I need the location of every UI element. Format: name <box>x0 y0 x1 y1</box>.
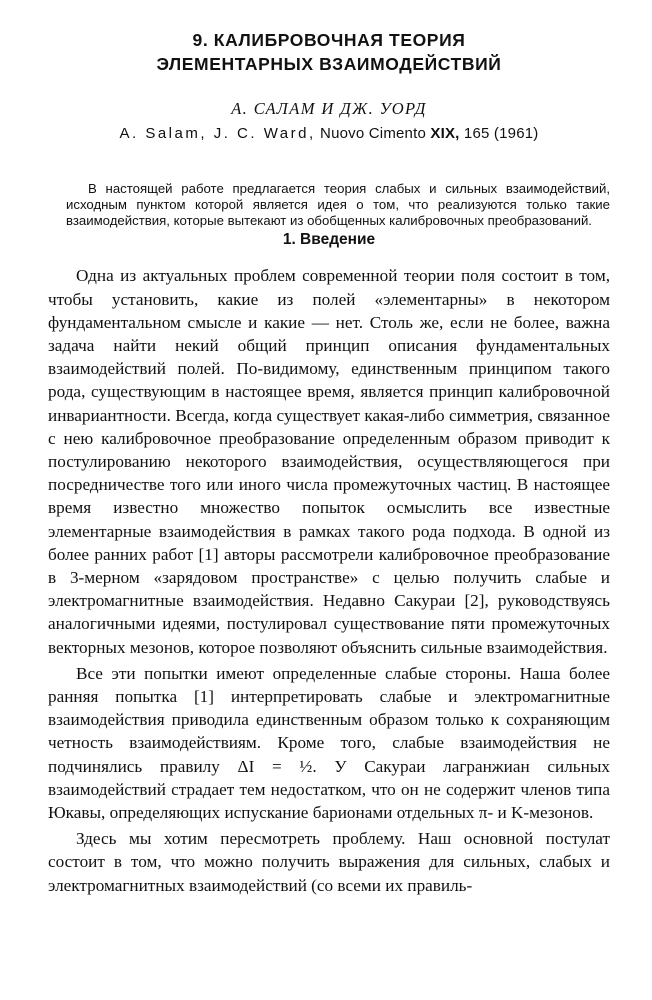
authors: А. САЛАМ И ДЖ. УОРД <box>231 99 427 118</box>
citation-journal: Nuovo Cimento <box>320 125 427 142</box>
article-title <box>48 0 610 76</box>
body-paragraph: Здесь мы хотим пересмотреть проблему. Наш основной постулат состоит в том, что можно получить выражения для сильных, слабых и электромагнитных взаимодействий (со всеми их правиль- <box>48 829 610 895</box>
citation-authors: A. Salam, J. C. Ward, <box>119 125 316 142</box>
abstract: В настоящей работе предлагается теория слабых и сильных взаимодействий, исходным пунктом которой является идея о том, что реализуются только такие взаимодействия, которые вытекают из обобщенных калибровочных преобразований. <box>66 181 610 228</box>
section-heading: 1. Введение <box>282 231 376 249</box>
title-line-1: 9. КАЛИБРОВОЧНАЯ ТЕОРИЯ <box>192 30 466 50</box>
body-paragraph: Одна из актуальных проблем современной теории поля состоит в том, чтобы установить, какие из полей «элементарны» в некотором фундаментальном смысле и какие — нет. Столь же, если не более, важна задача найти некий общий принцип описания фундаментальных взаимодействий полей. По-видимому, единственным принципом такого рода, существующим в настоящее время, является принцип калибровочной инвариантности. Всегда, когда существует какая-либо симметрия, связанное с нею калибровочное преобразование определенным образом приводит к постулированию некоторого взаимодействия, осуществляющегося при посредничестве того или иного числа промежуточных частиц. В настоящее время известно множество попыток осмыслить все известные элементарные взаимодействия в рамках такого рода подхода. В одной из более ранних работ [1] авторы рассмотрели калибровочное преобразование в 3-мерном «зарядовом пространстве» с целью получить слабые и электромагнитные взаимодействия. Недавно Сакураи [2], руководствуясь аналогичными идеями, постулировал существование пяти промежуточных векторных мезонов, которое позволяют объяснить сильные взаимодействия. <box>48 266 610 657</box>
citation-pages-year: 165 (1961) <box>463 125 539 142</box>
title-line-2: ЭЛЕМЕНТАРНЫХ ВЗАИМОДЕЙСТВИЙ <box>156 54 502 74</box>
citation <box>48 124 610 144</box>
body-paragraph: Все эти попытки имеют определенные слабые стороны. Наша более ранняя попытка [1] интерпретировать слабые и электромагнитные взаимодействия приводила единственным образом только к сохраняющим четность взаимодействиям. Кроме того, слабые взаимодействия не подчинялись правилу ΔI = ½. У Сакураи лагранжиан сильных взаимодействий страдает тем недостатком, что он не содержит членов типа Юкавы, определяющих испускание барионами отдельных π- и K-мезонов. <box>48 663 610 823</box>
citation-volume: XIX, <box>430 125 460 142</box>
